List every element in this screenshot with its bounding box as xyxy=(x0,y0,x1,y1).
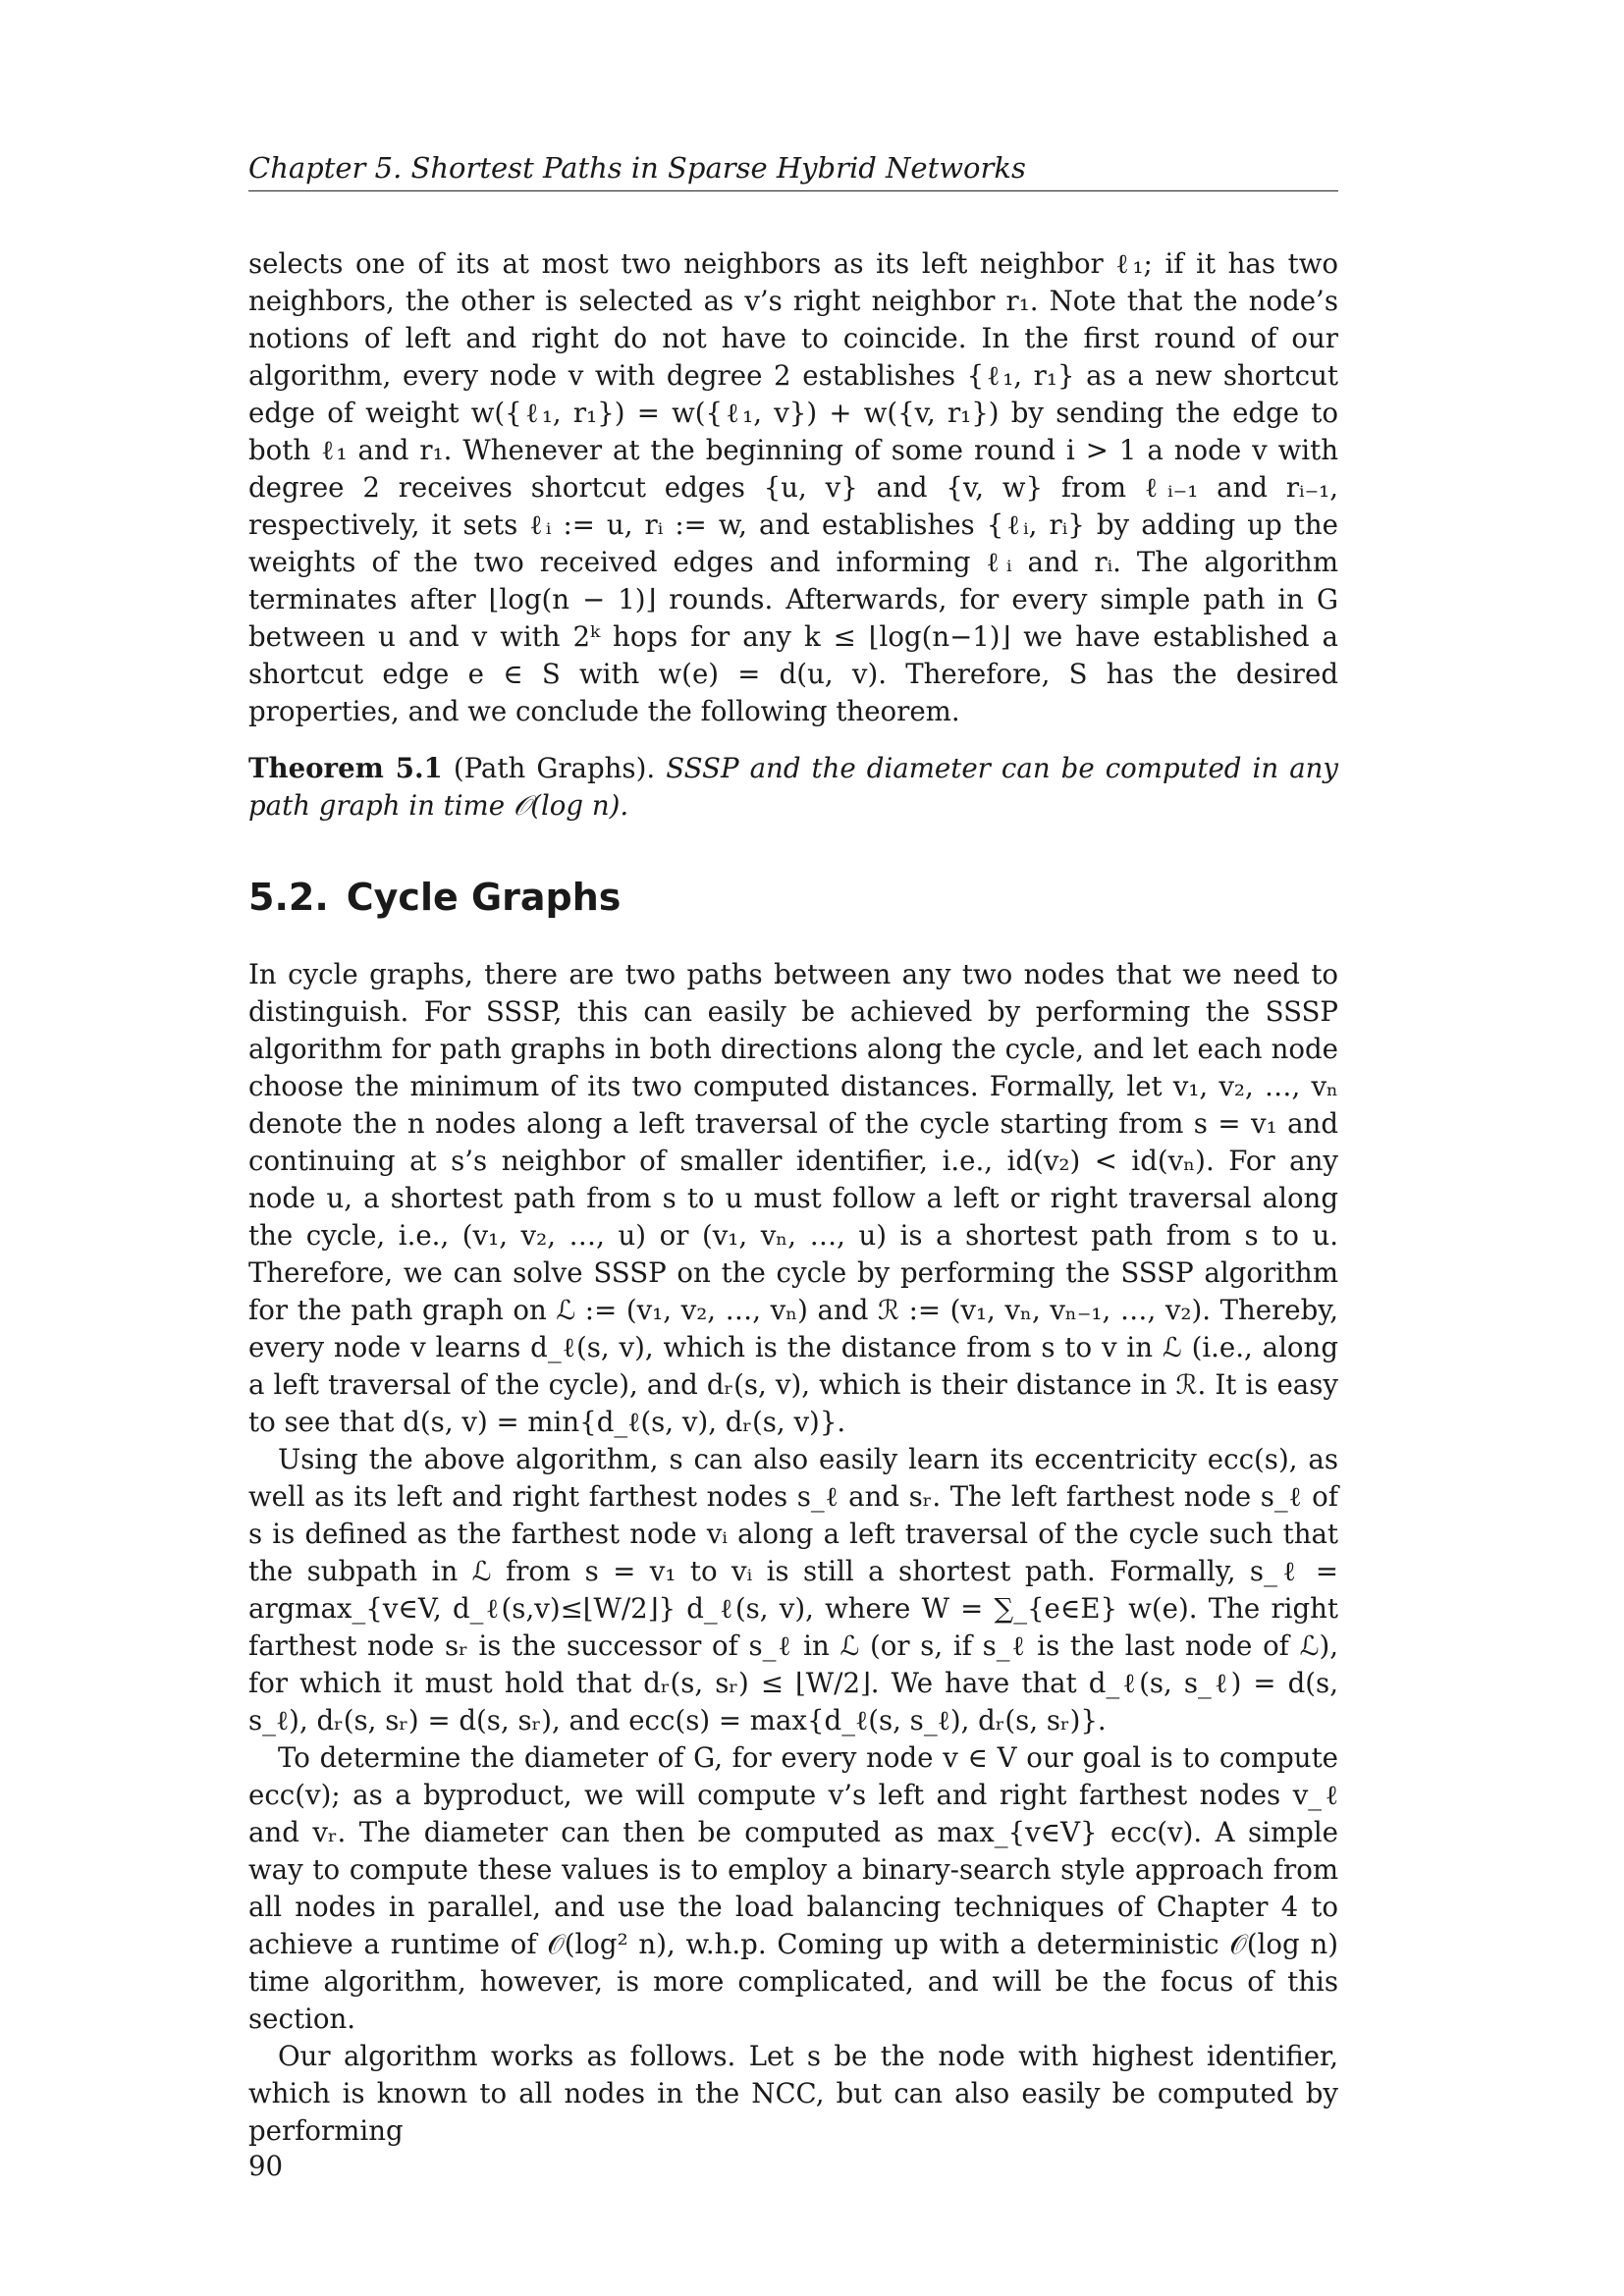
running-head: Chapter 5. Shortest Paths in Sparse Hybrid Networks xyxy=(248,151,1026,185)
section-title: Cycle Graphs xyxy=(346,876,622,919)
section-heading xyxy=(248,874,1338,921)
theorem-statement: SSSP and the diameter can be computed in any path graph in time 𝒪(log n). xyxy=(248,752,1338,822)
paragraph: Using the above algorithm, s can also easily learn its eccentricity ecc(s), as well as its left and right farthest nodes s_ℓ and sᵣ. The left farthest node s_ℓ of s is defined as the farthest node vᵢ along a left traversal of the cycle such that the subpath in ℒ from s = v₁ to vᵢ is still a shortest path. Formally, s_ℓ = argmax_{v∈V, d_ℓ(s,v)≤⌊W/2⌋} d_ℓ(s, v), where W = ∑_{e∈E} w(e). The right farthest node sᵣ is the successor of s_ℓ in ℒ (or s, if s_ℓ is the last node of ℒ), for which it must hold that dᵣ(s, sᵣ) ≤ ⌊W/2⌋. We have that d_ℓ(s, s_ℓ) = d(s, s_ℓ), dᵣ(s, sᵣ) = d(s, sᵣ), and ecc(s) = max{d_ℓ(s, s_ℓ), dᵣ(s, sᵣ)}. xyxy=(248,1443,1338,1736)
paragraph: selects one of its at most two neighbors as its left neighbor ℓ₁; if it has two neighbors, the other is selected as v’s right neighbor r₁. Note that the node’s notions of left and right do not have to coincide. In the first round of our algorithm, every node v with degree 2 establishes {ℓ₁, r₁} as a new shortcut edge of weight w({ℓ₁, r₁}) = w({ℓ₁, v}) + w({v, r₁}) by sending the edge to both ℓ₁ and r₁. Whenever at the beginning of some round i > 1 a node v with degree 2 receives shortcut edges {u, v} and {v, w} from ℓᵢ₋₁ and rᵢ₋₁, respectively, it sets ℓᵢ := u, rᵢ := w, and establishes {ℓᵢ, rᵢ} by adding up the weights of the two received edges and informing ℓᵢ and rᵢ. The algorithm terminates after ⌊log(n − 1)⌋ rounds. Afterwards, for every simple path in G between u and v with 2ᵏ hops for any k ≤ ⌊log(n−1)⌋ we have established a shortcut edge e ∈ S with w(e) = d(u, v). Therefore, S has the desired properties, and we conclude the following theorem. xyxy=(248,247,1338,727)
section-number: 5.2. xyxy=(248,876,329,919)
body-text xyxy=(248,245,1338,2150)
header-rule xyxy=(248,190,1338,191)
paragraph: In cycle graphs, there are two paths between any two nodes that we need to distinguish. For SSSP, this can easily be achieved by performing the SSSP algorithm for path graphs in both directions along the cycle, and let each node choose the minimum of its two computed distances. Formally, let v₁, v₂, …, vₙ denote the n nodes along a left traversal of the cycle starting from s = v₁ and continuing at s’s neighbor of smaller identifier, i.e., id(v₂) < id(vₙ). For any node u, a shortest path from s to u must follow a left or right traversal along the cycle, i.e., (v₁, v₂, …, u) or (v₁, vₙ, …, u) is a shortest path from s to u. Therefore, we can solve SSSP on the cycle by performing the SSSP algorithm for the path graph on ℒ := (v₁, v₂, …, vₙ) and ℛ := (v₁, vₙ, vₙ₋₁, …, v₂). Thereby, every node v learns d_ℓ(s, v), which is the distance from s to v in ℒ (i.e., along a left traversal of the cycle), and dᵣ(s, v), which is their distance in ℛ. It is easy to see that d(s, v) = min{d_ℓ(s, v), dᵣ(s, v)}. xyxy=(248,958,1338,1438)
page-number: 90 xyxy=(248,2150,284,2182)
theorem-5-1 xyxy=(248,750,1338,825)
paragraph: To determine the diameter of G, for every node v ∈ V our goal is to compute ecc(v); as a byproduct, we will compute v’s left and right farthest nodes v_ℓ and vᵣ. The diameter can then be computed as max_{v∈V} ecc(v). A simple way to compute these values is to employ a binary-search style approach from all nodes in parallel, and use the load balancing techniques of Chapter 4 to achieve a runtime of 𝒪(log² n), w.h.p. Coming up with a deterministic 𝒪(log n) time algorithm, however, is more complicated, and will be the focus of this section. xyxy=(248,1741,1338,2035)
paragraph: Our algorithm works as follows. Let s be the node with highest identifier, which is known to all nodes in the NCC, but can also easily be computed by performing xyxy=(248,2040,1338,2147)
theorem-label: Theorem 5.1 xyxy=(248,752,443,784)
theorem-name: (Path Graphs). xyxy=(453,752,656,784)
